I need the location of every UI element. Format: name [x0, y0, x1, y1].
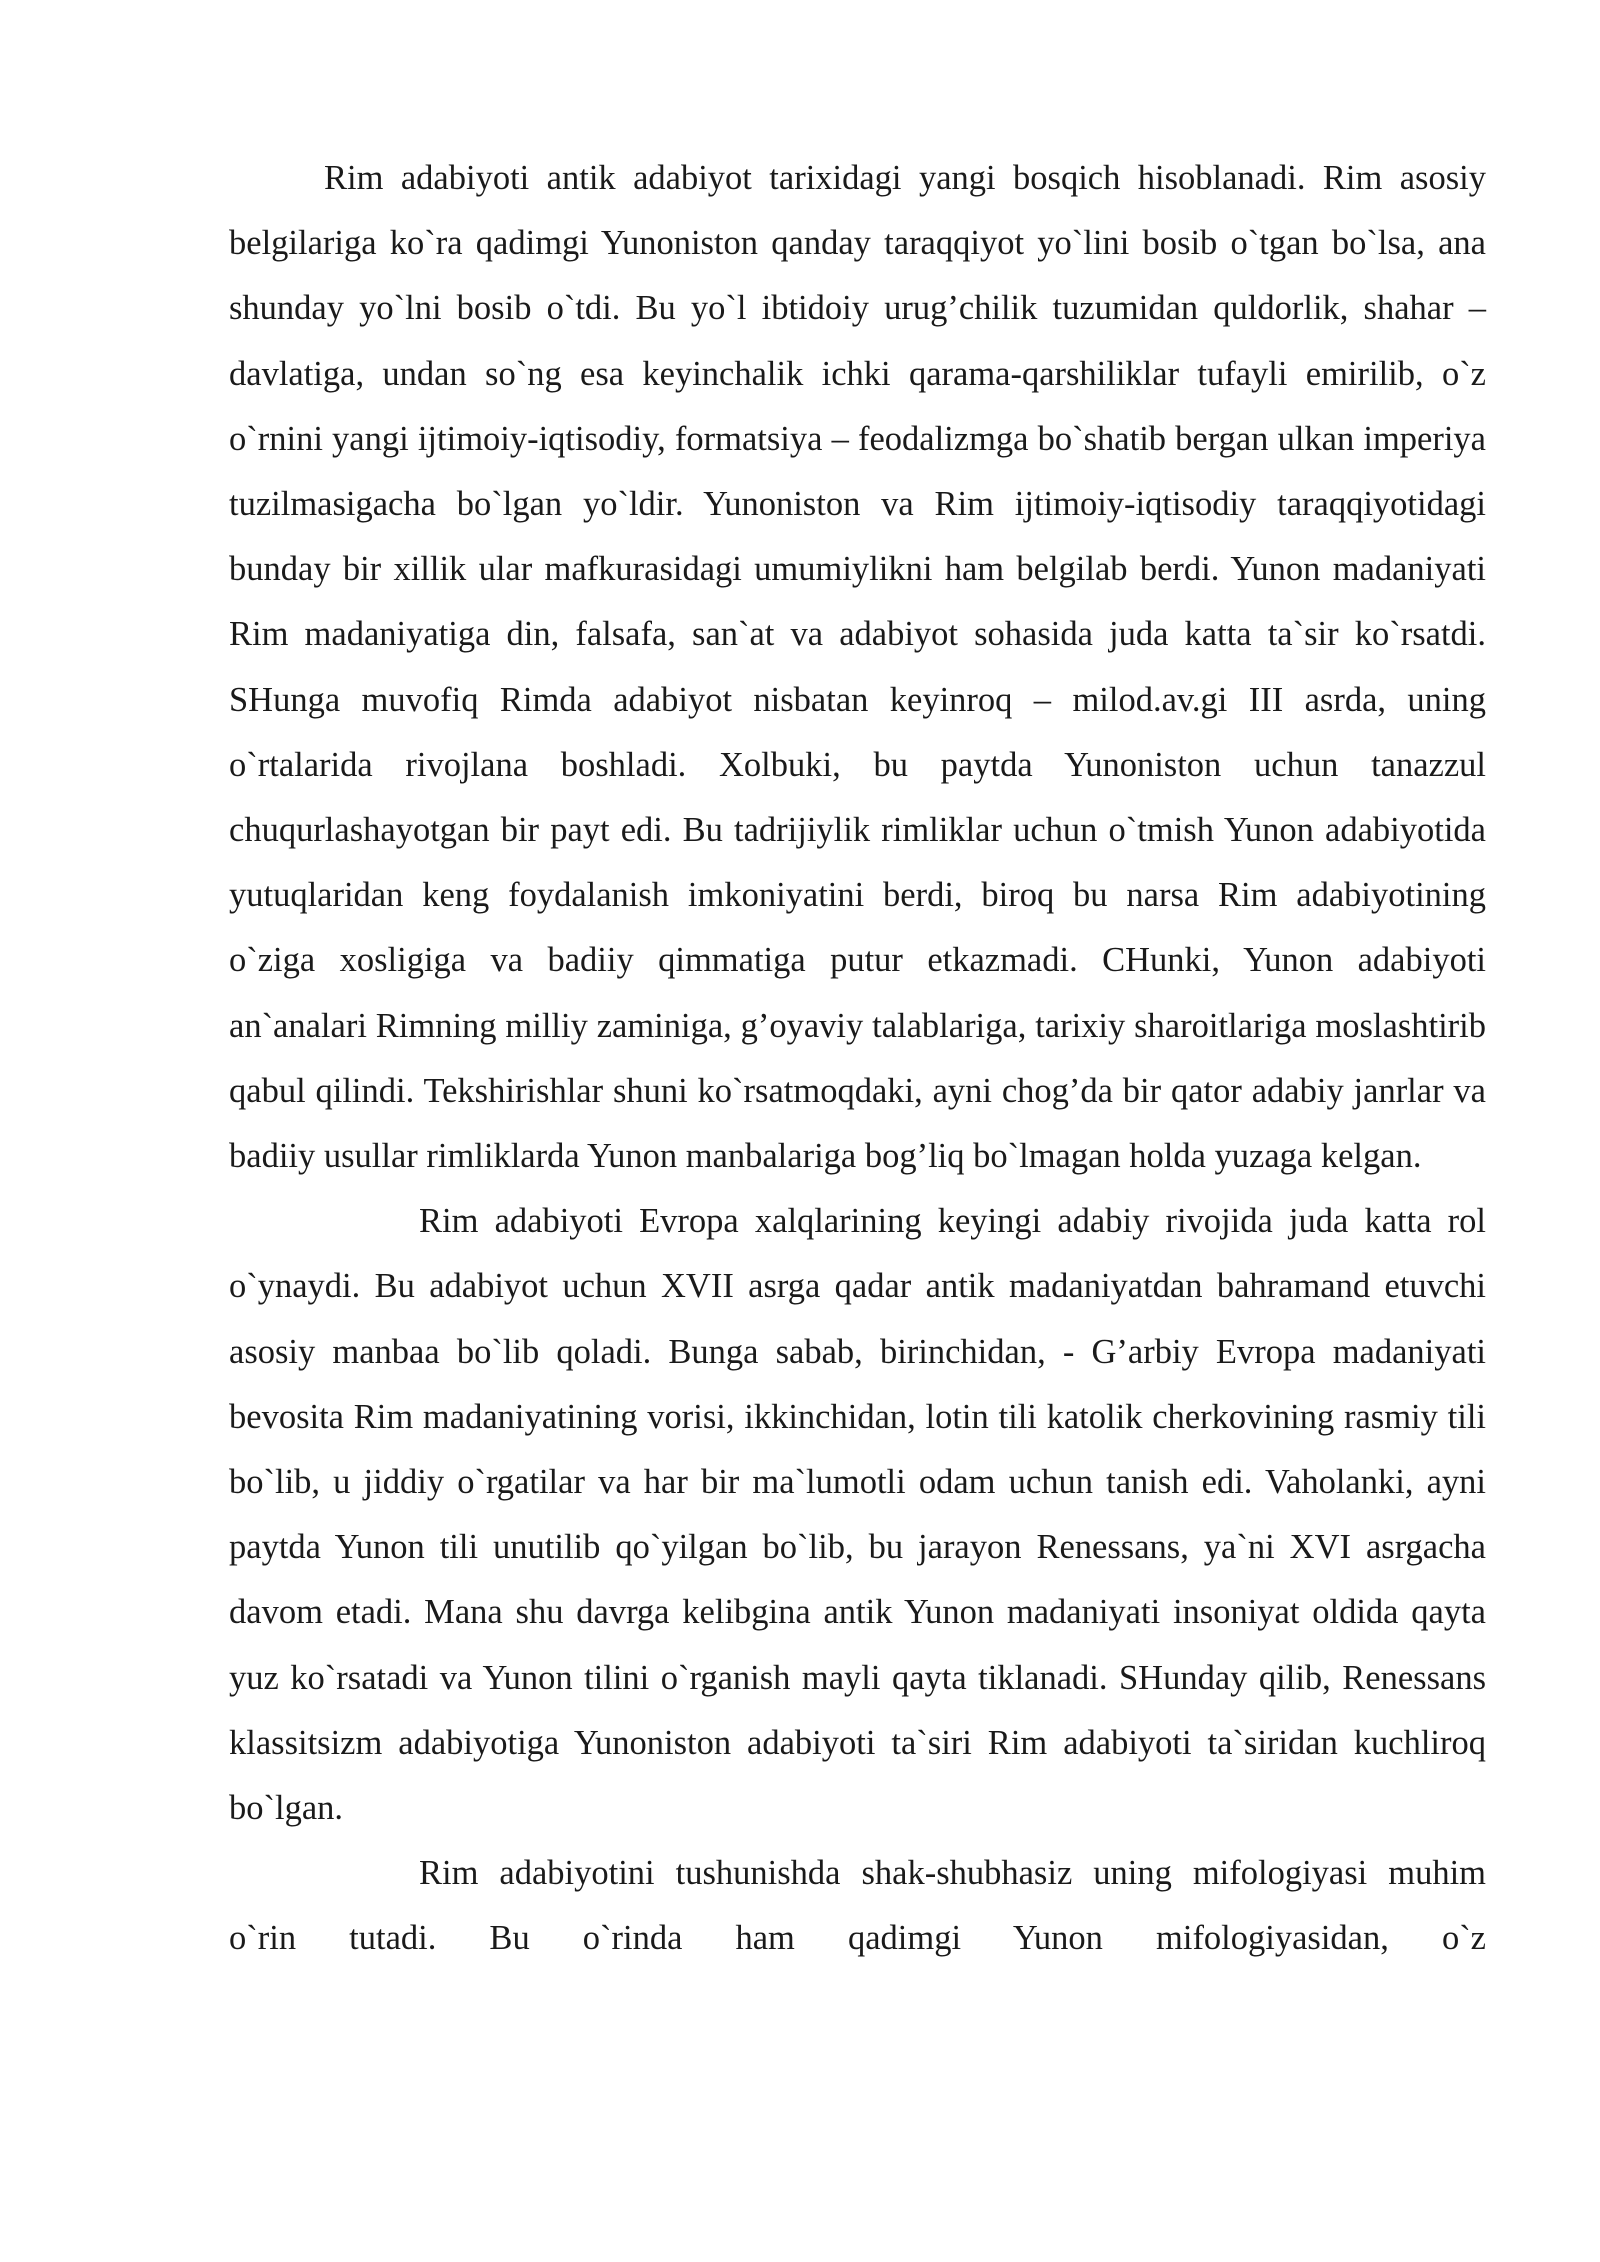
body-text	[229, 146, 1486, 1972]
paragraph: Rim adabiyotini tushunishda shak-shubhasiz uning mifologiyasi muhim o`rin tutadi. Bu o`rinda ham qadimgi Yunon mifologiyasidan, o`z	[229, 1854, 1486, 1958]
paragraph: Rim adabiyoti antik adabiyot tarixidagi yangi bosqich hisoblanadi. Rim asosiy belgilariga ko`ra qadimgi Yunoniston qanday taraqqiyot yo`lini bosib o`tgan bo`lsa, ana shunday yo`lni bosib o`tdi. Bu yo`l ibtidoiy urug’chilik tuzumidan quldorlik, shahar – davlatiga, undan so`ng esa keyinchalik ichki qarama-qarshiliklar tufayli emirilib, o`z o`rnini yangi ijtimoiy-iqtisodiy, formatsiya – feodalizmga bo`shatib bergan ulkan imperiya tuzilmasigacha bo`lgan yo`ldir. Yunoniston va Rim ijtimoiy-iqtisodiy taraqqiyotidagi bunday bir xillik ular mafkurasidagi umumiylikni ham belgilab berdi. Yunon madaniyati Rim madaniyatiga din, falsafa, san`at va adabiyot sohasida juda katta ta`sir ko`rsatdi. SHunga muvofiq Rimda adabiyot nisbatan keyinroq – milod.av.gi III asrda, uning o`rtalarida rivojlana boshladi. Xolbuki, bu paytda Yunoniston uchun tanazzul chuqurlashayotgan bir payt edi. Bu tadrijiylik rimliklar uchun o`tmish Yunon adabiyotida yutuqlaridan keng foydalanish imkoniyatini berdi, biroq bu narsa Rim adabiyotining o`ziga xosligiga va badiiy qimmatiga putur etkazmadi. CHunki, Yunon adabiyoti an`analari Rimning milliy zaminiga, g’oyaviy talablariga, tarixiy sharoitlariga moslashtirib qabul qilindi. Tekshirishlar shuni ko`rsatmoqdaki, ayni chog’da bir qator adabiy janrlar va badiiy usullar rimliklarda Yunon manbalariga bog’liq bo`lmagan holda yuzaga kelgan.	[229, 159, 1486, 1176]
paragraph: Rim adabiyoti Evropa xalqlarining keyingi adabiy rivojida juda katta rol o`ynaydi. Bu adabiyot uchun XVII asrga qadar antik madaniyatdan bahramand etuvchi asosiy manbaa bo`lib qoladi. Bunga sabab, birinchidan, - G’arbiy Evropa madaniyati bevosita Rim madaniyatining vorisi, ikkinchidan, lotin tili katolik cherkovining rasmiy tili bo`lib, u jiddiy o`rgatilar va har bir ma`lumotli odam uchun tanish edi. Vaholanki, ayni paytda Yunon tili unutilib qo`yilgan bo`lib, bu jarayon Renessans, ya`ni XVI asrgacha davom etadi. Mana shu davrga kelibgina antik Yunon madaniyati insoniyat oldida qayta yuz ko`rsatadi va Yunon tilini o`rganish mayli qayta tiklanadi. SHunday qilib, Renessans klassitsizm adabiyotiga Yunoniston adabiyoti ta`siri Rim adabiyoti ta`siridan kuchliroq bo`lgan.	[229, 1202, 1486, 1828]
